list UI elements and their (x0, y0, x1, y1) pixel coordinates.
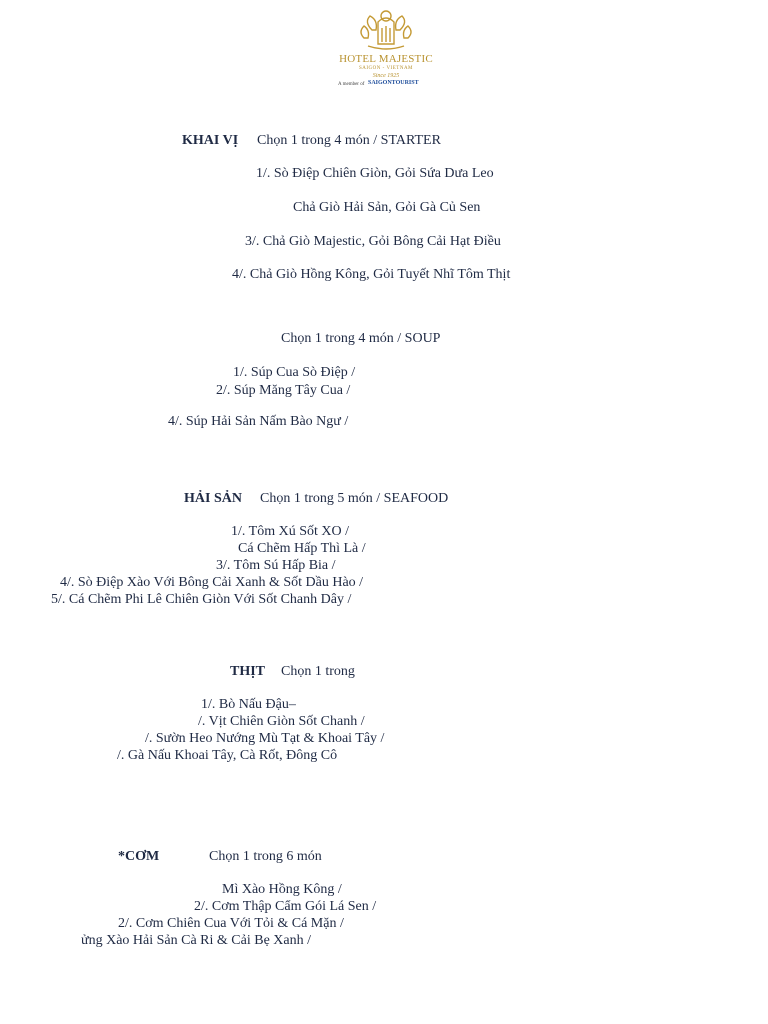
soup-subtitle: Chọn 1 trong 4 món / SOUP (281, 331, 441, 346)
rice-item: ửng Xào Hải Sản Cà Ri & Cải Bẹ Xanh / (81, 933, 312, 948)
soup-item: 1/. Súp Cua Sò Điệp / (233, 365, 356, 380)
soup-item: 4/. Súp Hải Sản Nấm Bào Ngư / (168, 414, 349, 429)
meat-heading: THỊT (230, 664, 266, 679)
meat-item: 1/. Bò Nấu Đậu– (201, 697, 296, 712)
crest-icon (334, 8, 438, 54)
starter-item: Chả Giò Hải Sản, Gỏi Gà Củ Sen (293, 200, 481, 215)
seafood-item: 5/. Cá Chẽm Phi Lê Chiên Giòn Với Sốt Chanh Dây / (51, 592, 352, 607)
meat-item: /. Sườn Heo Nướng Mù Tạt & Khoai Tây / (145, 731, 385, 746)
meat-subtitle: Chọn 1 trong (281, 664, 355, 679)
starter-item: 1/. Sò Điệp Chiên Giòn, Gỏi Sứa Dưa Leo (256, 166, 494, 181)
starter-item: 3/. Chả Giò Majestic, Gỏi Bông Cải Hạt Điều (245, 234, 501, 249)
seafood-item: Cá Chẽm Hấp Thì Là / (238, 541, 366, 556)
rice-heading: *CƠM (118, 849, 160, 864)
soup-item: 2/. Súp Măng Tây Cua / (216, 383, 351, 398)
hotel-since: Since 1925 (372, 73, 400, 79)
seafood-subtitle: Chọn 1 trong 5 món / SEAFOOD (260, 491, 449, 506)
meat-item: /. Vịt Chiên Giòn Sốt Chanh / (198, 714, 365, 729)
member-brand: SAIGONTOURIST (368, 80, 419, 86)
hotel-name: HOTEL MAJESTIC (339, 53, 433, 65)
hotel-majestic-logo (334, 8, 438, 94)
rice-item: Mì Xào Hồng Kông / (222, 882, 342, 897)
starter-item: 4/. Chả Giò Hồng Kông, Gỏi Tuyết Nhĩ Tôm Thịt (232, 267, 511, 282)
seafood-item: 4/. Sò Điệp Xào Với Bông Cải Xanh & Sốt Dầu Hào / (60, 575, 364, 590)
hotel-location: SAIGON - VIETNAM (358, 66, 413, 71)
seafood-item: 3/. Tôm Sú Hấp Bia / (216, 558, 336, 573)
seafood-item: 1/. Tôm Xú Sốt XO / (231, 524, 349, 539)
rice-item: 2/. Cơm Thập Cẩm Gói Lá Sen / (194, 899, 377, 914)
member-prefix: A member of (338, 82, 365, 87)
starter-heading: KHAI VỊ (182, 133, 239, 148)
rice-subtitle: Chọn 1 trong 6 món (209, 849, 322, 864)
seafood-heading: HẢI SẢN (184, 491, 242, 506)
starter-subtitle: Chọn 1 trong 4 món / STARTER (257, 133, 441, 148)
meat-item: /. Gà Nấu Khoai Tây, Cà Rốt, Đông Cô (117, 748, 338, 763)
rice-item: 2/. Cơm Chiên Cua Với Tỏi & Cá Mặn / (118, 916, 344, 931)
